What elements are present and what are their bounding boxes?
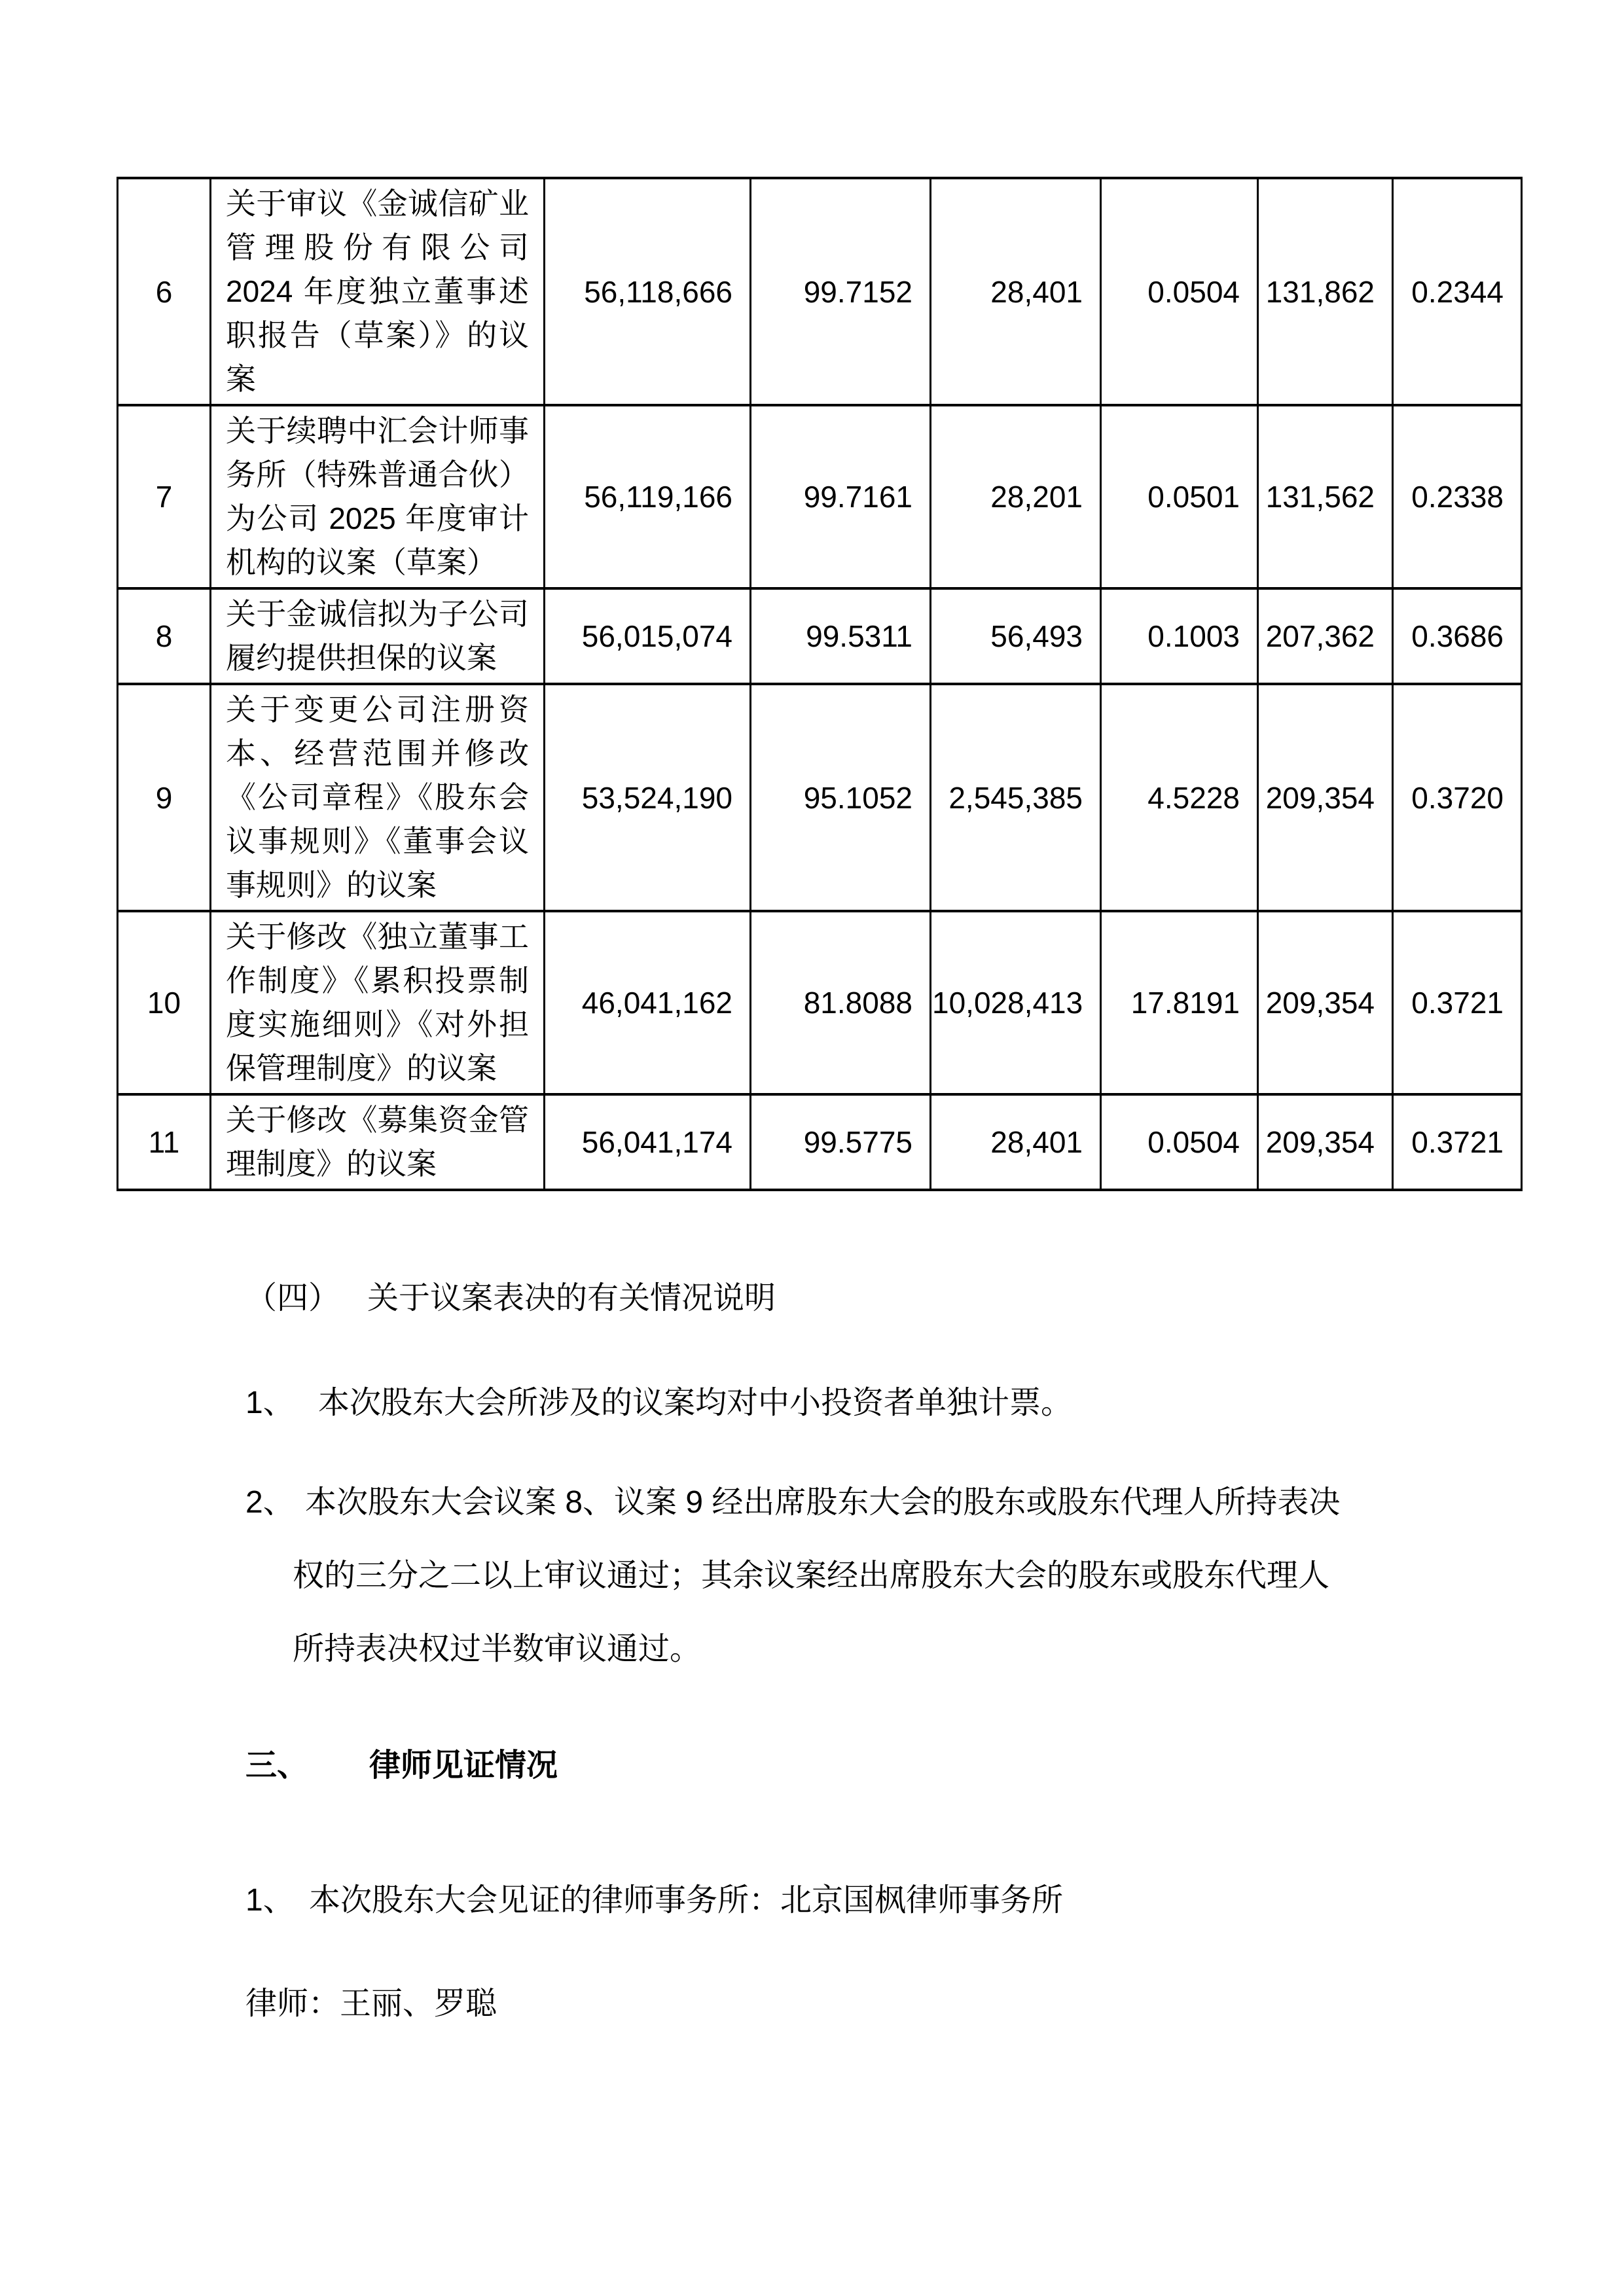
oppose-votes-cell: 28,401 <box>931 1094 1101 1190</box>
agree-votes-cell: 56,041,174 <box>545 1094 751 1190</box>
row-number-cell: 9 <box>118 684 211 911</box>
abstain-ratio-cell: 0.2338 <box>1393 405 1522 588</box>
proposal-cell: 关于修改《独立董事工作制度》《累积投票制度实施细则》《对外担保管理制度》的议案 <box>211 911 545 1094</box>
oppose-ratio-cell: 17.8191 <box>1101 911 1258 1094</box>
abstain-votes-cell: 209,354 <box>1258 1094 1393 1190</box>
note-1-text: 本次股东大会所涉及的议案均对中小投资者单独计票。 <box>318 1386 1073 1420</box>
abstain-ratio-cell: 0.2344 <box>1393 178 1522 405</box>
note-2-label: 2、 <box>245 1485 295 1520</box>
row-number-cell: 10 <box>118 911 211 1094</box>
vote-results-table <box>117 177 1523 1191</box>
agree-votes-cell: 56,118,666 <box>545 178 751 405</box>
oppose-ratio-cell: 0.0501 <box>1101 405 1258 588</box>
agree-ratio-cell: 95.1052 <box>751 684 931 911</box>
law-firm-item-label: 1、 <box>245 1883 295 1918</box>
lawyers-line: 律师：王丽、罗聪 <box>245 1986 497 2021</box>
row-number-cell: 6 <box>118 178 211 405</box>
note-2-text: 本次股东大会议案 8、议案 9 经出席股东大会的股东或股东代理人所持表决 <box>305 1485 1341 1520</box>
abstain-ratio-cell: 0.3720 <box>1393 684 1522 911</box>
table-row <box>118 178 1522 405</box>
agree-votes-cell: 56,015,074 <box>545 588 751 684</box>
oppose-votes-cell: 28,401 <box>931 178 1101 405</box>
table-row <box>118 1094 1522 1190</box>
agree-votes-cell: 53,524,190 <box>545 684 751 911</box>
oppose-ratio-cell: 0.0504 <box>1101 1094 1258 1190</box>
note-2-line-2: 权的三分之二以上审议通过；其余议案经出席股东大会的股东或股东代理人 <box>293 1558 1330 1593</box>
agree-ratio-cell: 99.7161 <box>751 405 931 588</box>
proposal-cell: 关于续聘中汇会计师事务所（特殊普通合伙）为公司 2025 年度审计机构的议案（草案） <box>211 405 545 588</box>
agree-ratio-cell: 99.5775 <box>751 1094 931 1190</box>
law-firm-text: 本次股东大会见证的律师事务所：北京国枫律师事务所 <box>309 1883 1064 1918</box>
agree-ratio-cell: 99.7152 <box>751 178 931 405</box>
oppose-votes-cell: 56,493 <box>931 588 1101 684</box>
subsection-4-label: （四） <box>245 1281 340 1316</box>
abstain-votes-cell: 207,362 <box>1258 588 1393 684</box>
row-number-cell: 11 <box>118 1094 211 1190</box>
oppose-ratio-cell: 0.0504 <box>1101 178 1258 405</box>
note-2-line-3: 所持表决权过半数审议通过。 <box>293 1632 702 1666</box>
abstain-ratio-cell: 0.3721 <box>1393 911 1522 1094</box>
abstain-votes-cell: 209,354 <box>1258 911 1393 1094</box>
agree-votes-cell: 46,041,162 <box>545 911 751 1094</box>
table-row <box>118 588 1522 684</box>
proposal-cell: 关于金诚信拟为子公司履约提供担保的议案 <box>211 588 545 684</box>
proposal-cell: 关于审议《金诚信矿业管理股份有限公司 2024 年度独立董事述职报告（草案）》的议案 <box>211 178 545 405</box>
section-3-label: 三、 <box>245 1748 309 1783</box>
oppose-ratio-cell: 4.5228 <box>1101 684 1258 911</box>
section-3-title: 律师见证情况 <box>369 1748 558 1783</box>
law-firm-line <box>245 1877 1063 1924</box>
note-2-line-1 <box>245 1466 1340 1539</box>
table-row <box>118 911 1522 1094</box>
table-row <box>118 684 1522 911</box>
oppose-votes-cell: 10,028,413 <box>931 911 1101 1094</box>
row-number-cell: 8 <box>118 588 211 684</box>
abstain-votes-cell: 131,562 <box>1258 405 1393 588</box>
table-row <box>118 405 1522 588</box>
oppose-votes-cell: 28,201 <box>931 405 1101 588</box>
abstain-ratio-cell: 0.3721 <box>1393 1094 1522 1190</box>
proposal-cell: 关于变更公司注册资本、经营范围并修改《公司章程》《股东会议事规则》《董事会议事规则》的议案 <box>211 684 545 911</box>
oppose-votes-cell: 2,545,385 <box>931 684 1101 911</box>
abstain-votes-cell: 131,862 <box>1258 178 1393 405</box>
agree-votes-cell: 56,119,166 <box>545 405 751 588</box>
oppose-ratio-cell: 0.1003 <box>1101 588 1258 684</box>
note-1-label: 1、 <box>245 1386 295 1420</box>
section-3-heading <box>245 1742 558 1789</box>
note-1-line <box>245 1380 1072 1427</box>
subsection-4-heading <box>245 1275 776 1322</box>
subsection-4-title: 关于议案表决的有关情况说明 <box>367 1281 776 1316</box>
abstain-votes-cell: 209,354 <box>1258 684 1393 911</box>
note-2-paragraph <box>245 1466 1340 1686</box>
abstain-ratio-cell: 0.3686 <box>1393 588 1522 684</box>
row-number-cell: 7 <box>118 405 211 588</box>
agree-ratio-cell: 81.8088 <box>751 911 931 1094</box>
agree-ratio-cell: 99.5311 <box>751 588 931 684</box>
proposal-cell: 关于修改《募集资金管理制度》的议案 <box>211 1094 545 1190</box>
